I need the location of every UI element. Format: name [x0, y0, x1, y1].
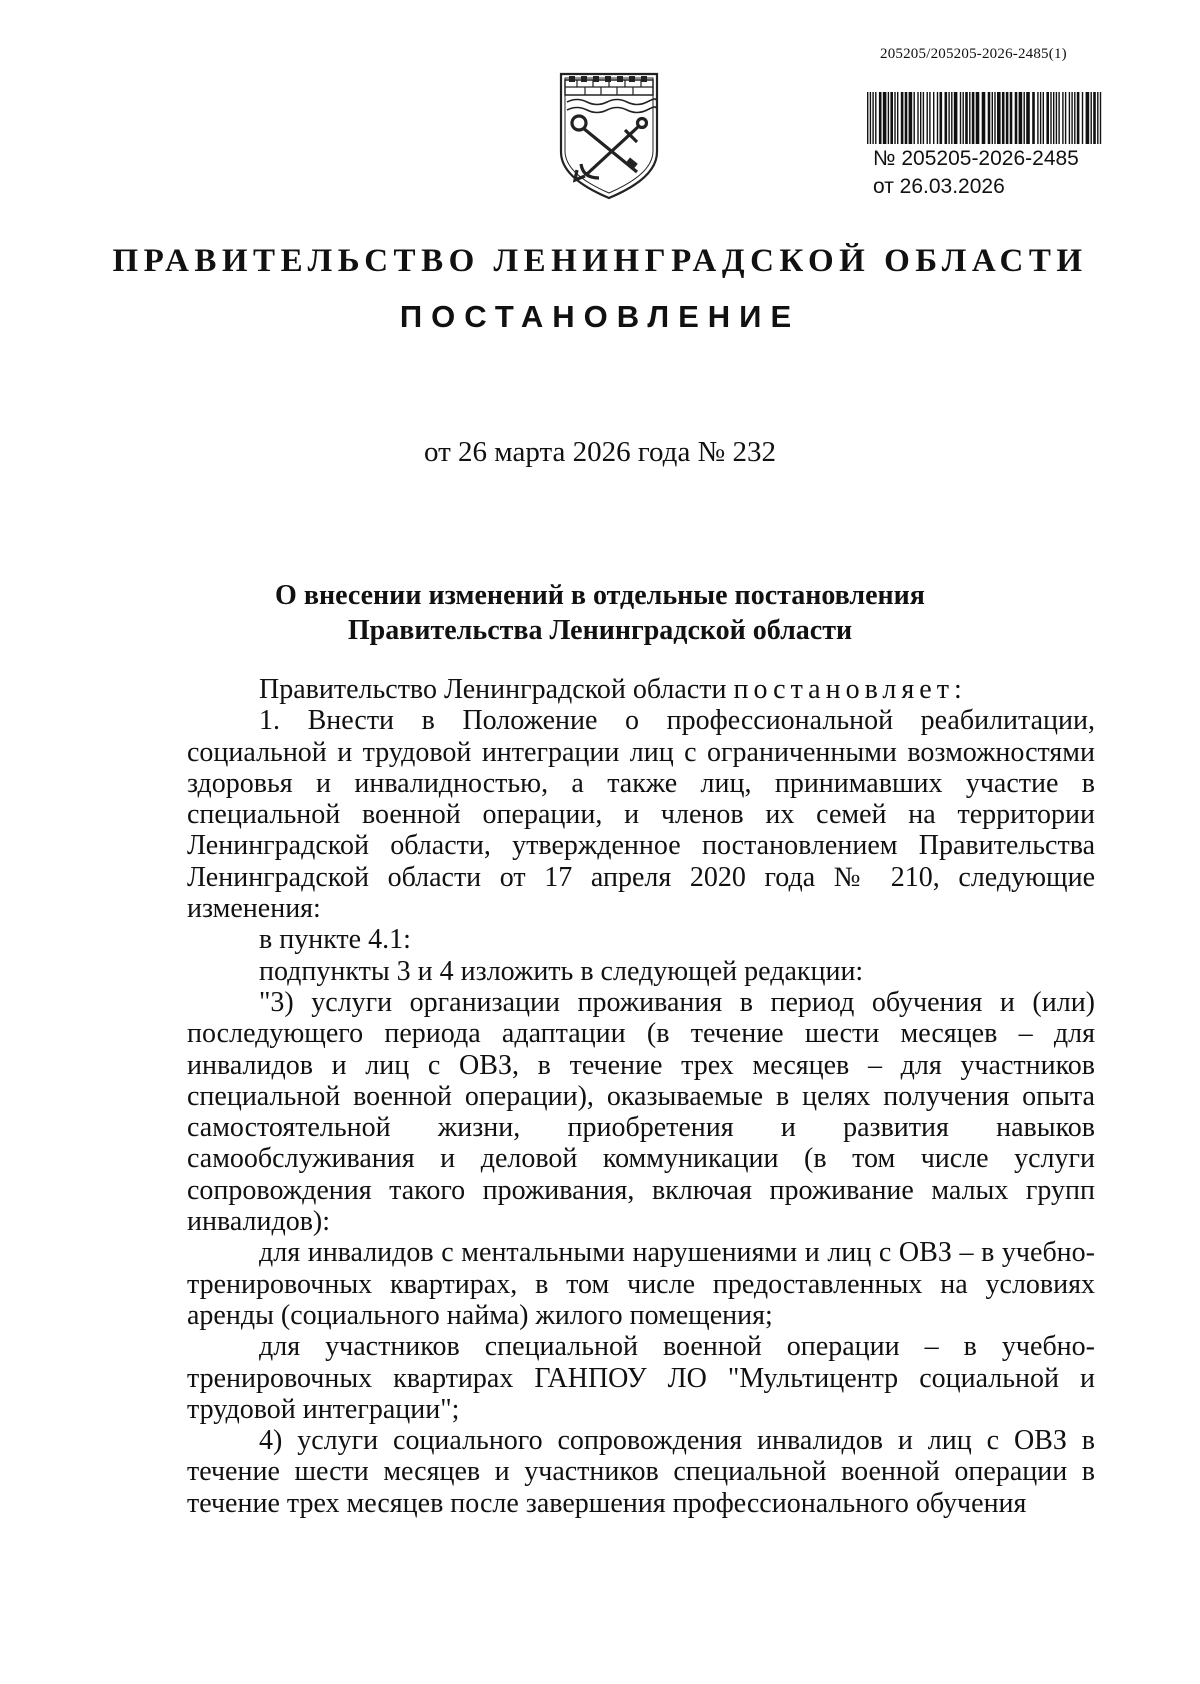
preamble-text: Правительство Ленинградской области: [259, 674, 727, 705]
registration-number: № 205205-2026-2485: [873, 147, 1079, 170]
registration-stamp: [873, 145, 1079, 201]
preamble-paragraph: [187, 674, 1095, 705]
paragraph-1: 1. Внести в Положение о профессиональной реабилитации, социальной и трудовой интеграции лиц с ограниченными возможностями здоровья и инвалидностью, а также лиц, принимавших участие в специальной военной операции, и членов их семей на территории Ленинградской области, утвержденное постановлением Правительства Ленинградской области от 17 апреля 2020 года № 210, следующие изменения:: [187, 705, 1095, 925]
coat-of-arms-emblem: [553, 68, 665, 204]
document-body: [187, 674, 1095, 1519]
document-title: [0, 578, 1200, 648]
paragraph-4: "3) услуги организации проживания в период обучения и (или) последующего периода адаптации (в течение шести месяцев – для инвалидов и лиц с ОВЗ, в течение трех месяцев – для участников специальной военной операции), оказываемые в целях получения опыта самостоятельной жизни, приобретения и развития навыков самообслуживания и деловой коммуникации (в том числе услуги сопровождения такого проживания, включая проживание малых групп инвалидов):: [187, 986, 1095, 1238]
title-line-1: О внесении изменений в отдельные постановления: [275, 580, 925, 611]
paragraph-3: подпункты 3 и 4 изложить в следующей редакции:: [259, 955, 864, 987]
issuing-authority: ПРАВИТЕЛЬСТВО ЛЕНИНГРАДСКОЙ ОБЛАСТИ: [112, 243, 1088, 279]
title-line-2: Правительства Ленинградской области: [347, 615, 853, 646]
preamble-decree: постановляет:: [733, 674, 967, 705]
document-type: ПОСТАНОВЛЕНИЕ: [399, 299, 801, 334]
document-date-number: от 26 марта 2026 года № 232: [424, 436, 776, 468]
barcode: [865, 92, 1107, 146]
registration-date: от 26.03.2026: [873, 175, 1005, 198]
paragraph-6: для участников специальной военной операции – в учебно-тренировочных квартирах ГАНПОУ ЛО "Мультицентр социальной и трудовой интеграции";: [187, 1331, 1095, 1425]
paragraph-2: в пункте 4.1:: [259, 924, 411, 956]
document-reference: 205205/205205-2026-2485(1): [880, 46, 1067, 62]
paragraph-5: для инвалидов с ментальными нарушениями и лиц с ОВЗ – в учебно-тренировочных квартирах, в том числе предоставленных на условиях аренды (социального найма) жилого помещения;: [187, 1237, 1095, 1331]
paragraph-7: 4) услуги социального сопровождения инвалидов и лиц с ОВЗ в течение шести месяцев и участников специальной военной операции в течение трех месяцев после завершения профессионального обучения: [187, 1425, 1095, 1519]
